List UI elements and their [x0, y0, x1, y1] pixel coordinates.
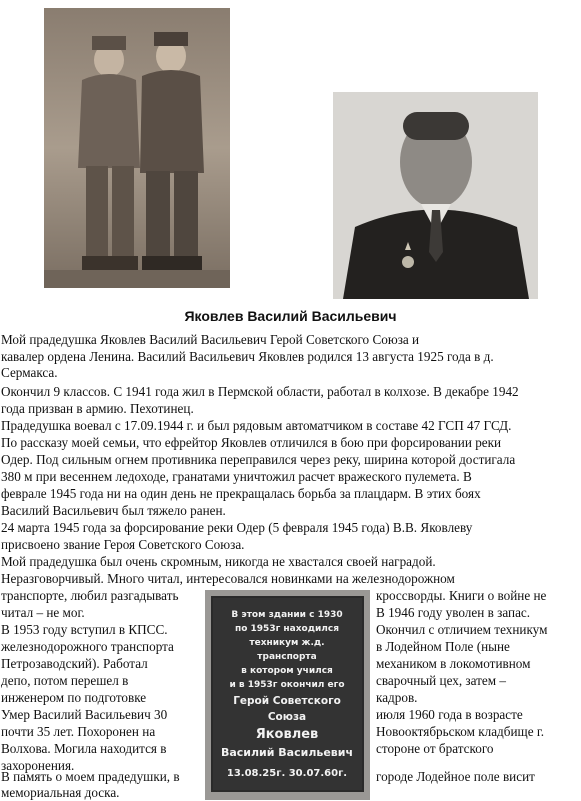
- plaque-line: транспорта: [257, 652, 317, 662]
- text-line: городе Лодейное поле висит: [376, 769, 535, 784]
- plaque-line: в котором учился: [241, 666, 333, 676]
- text-line: стороне от братского: [376, 741, 494, 756]
- text-line: почти 35 лет. Похоронен на: [1, 724, 156, 739]
- text-line: кадров.: [376, 690, 418, 705]
- text-line: Василий Васильевич был тяжело ранен.: [1, 503, 226, 518]
- text-line: кавалер ордена Ленина. Василий Васильевич Яковлев родился 13 августа 1925 года в д.: [1, 349, 494, 364]
- text-line: железнодорожного транспорта: [1, 639, 174, 654]
- text-line: механиком в локомотивном: [376, 656, 531, 671]
- plaque-line: Герой Советского: [233, 695, 341, 707]
- text-line: Одер. Под сильным огнем противника переправился через реку, ширина которой достигала: [1, 452, 516, 467]
- text-line: 380 м при весеннем ледоходе, гранатами уничтожил расчет вражеского пулемета. В: [1, 469, 472, 484]
- plaque-line: и в 1953г окончил его: [229, 680, 345, 690]
- text-line: феврале 1945 года ни на один день не прекращалась борьба за плацдарм. В этих боях: [1, 486, 481, 501]
- text-line: Петрозаводский). Работал: [1, 656, 148, 671]
- plaque-line: по 1953г находился: [235, 624, 339, 634]
- text-line: в Лодейном Поле (ныне: [376, 639, 510, 654]
- soldiers-photo: [44, 8, 230, 288]
- text-line: Окончил 9 классов. С 1941 года жил в Пермской области, работал в колхозе. В декабре 1942: [1, 384, 519, 399]
- text-line: Мой прадедушка Яковлев Василий Васильевич Герой Советского Союза и: [1, 332, 420, 347]
- plaque-line: Василий Васильевич: [220, 746, 354, 759]
- plaque-line: техникум ж.д.: [249, 638, 325, 648]
- text-line: Умер Василий Васильевич 30: [1, 707, 168, 722]
- text-line: года призван в армию. Пехотинец.: [1, 401, 194, 416]
- text-line: Прадедушка воевал с 17.09.1944 г. и был рядовым автоматчиком в составе 42 ГСП 47 ГСД.: [1, 418, 512, 433]
- text-line: транспорте, любил разгадывать: [1, 588, 179, 603]
- text-line: Сермакса.: [1, 365, 58, 380]
- text-line: Мой прадедушка был очень скромным, никогда не хвастался своей наградой.: [1, 554, 436, 569]
- page-title: Яковлев Василий Васильевич: [184, 308, 397, 324]
- text-line: Окончил с отличием техникум: [376, 622, 548, 637]
- text-line: присвоено звание Героя Советского Союза.: [1, 537, 245, 552]
- memorial-plaque-photo: [205, 590, 370, 800]
- text-line: В память о моем прадедушки, в: [1, 769, 180, 784]
- text-line: захоронения.: [1, 758, 75, 773]
- text-line: кроссворды. Книги о войне не: [376, 588, 547, 603]
- text-line: читал – не мог.: [1, 605, 85, 620]
- text-line: депо, потом перешел в: [1, 673, 129, 688]
- text-line: В 1953 году вступил в КПСС.: [1, 622, 168, 637]
- portrait-photo: [333, 92, 538, 299]
- text-line: По рассказу моей семьи, что ефрейтор Яковлев отличился в бою при форсировании реки: [1, 435, 502, 450]
- text-line: инженером по подготовке: [1, 690, 147, 705]
- text-line: Новооктябрьском кладбище г.: [376, 724, 545, 739]
- plaque-line: В этом здании с 1930: [231, 610, 343, 620]
- plaque-line: Яковлев: [255, 727, 319, 742]
- text-line: мемориальная доска.: [1, 785, 120, 800]
- plaque-line: 13.08.25г. 30.07.60г.: [226, 768, 348, 779]
- text-line: Волхова. Могила находится в: [1, 741, 167, 756]
- text-line: 24 марта 1945 года за форсирование реки Одер (5 февраля 1945 года) В.В. Яковлеву: [1, 520, 473, 535]
- text-line: сварочный цех, затем –: [376, 673, 507, 688]
- plaque-line: Союза: [267, 711, 307, 723]
- text-line: В 1946 году уволен в запас.: [376, 605, 531, 620]
- text-line: Неразговорчивый. Много читал, интересовался новинками на железнодорожном: [1, 571, 455, 586]
- text-line: июля 1960 года в возрасте: [376, 707, 523, 722]
